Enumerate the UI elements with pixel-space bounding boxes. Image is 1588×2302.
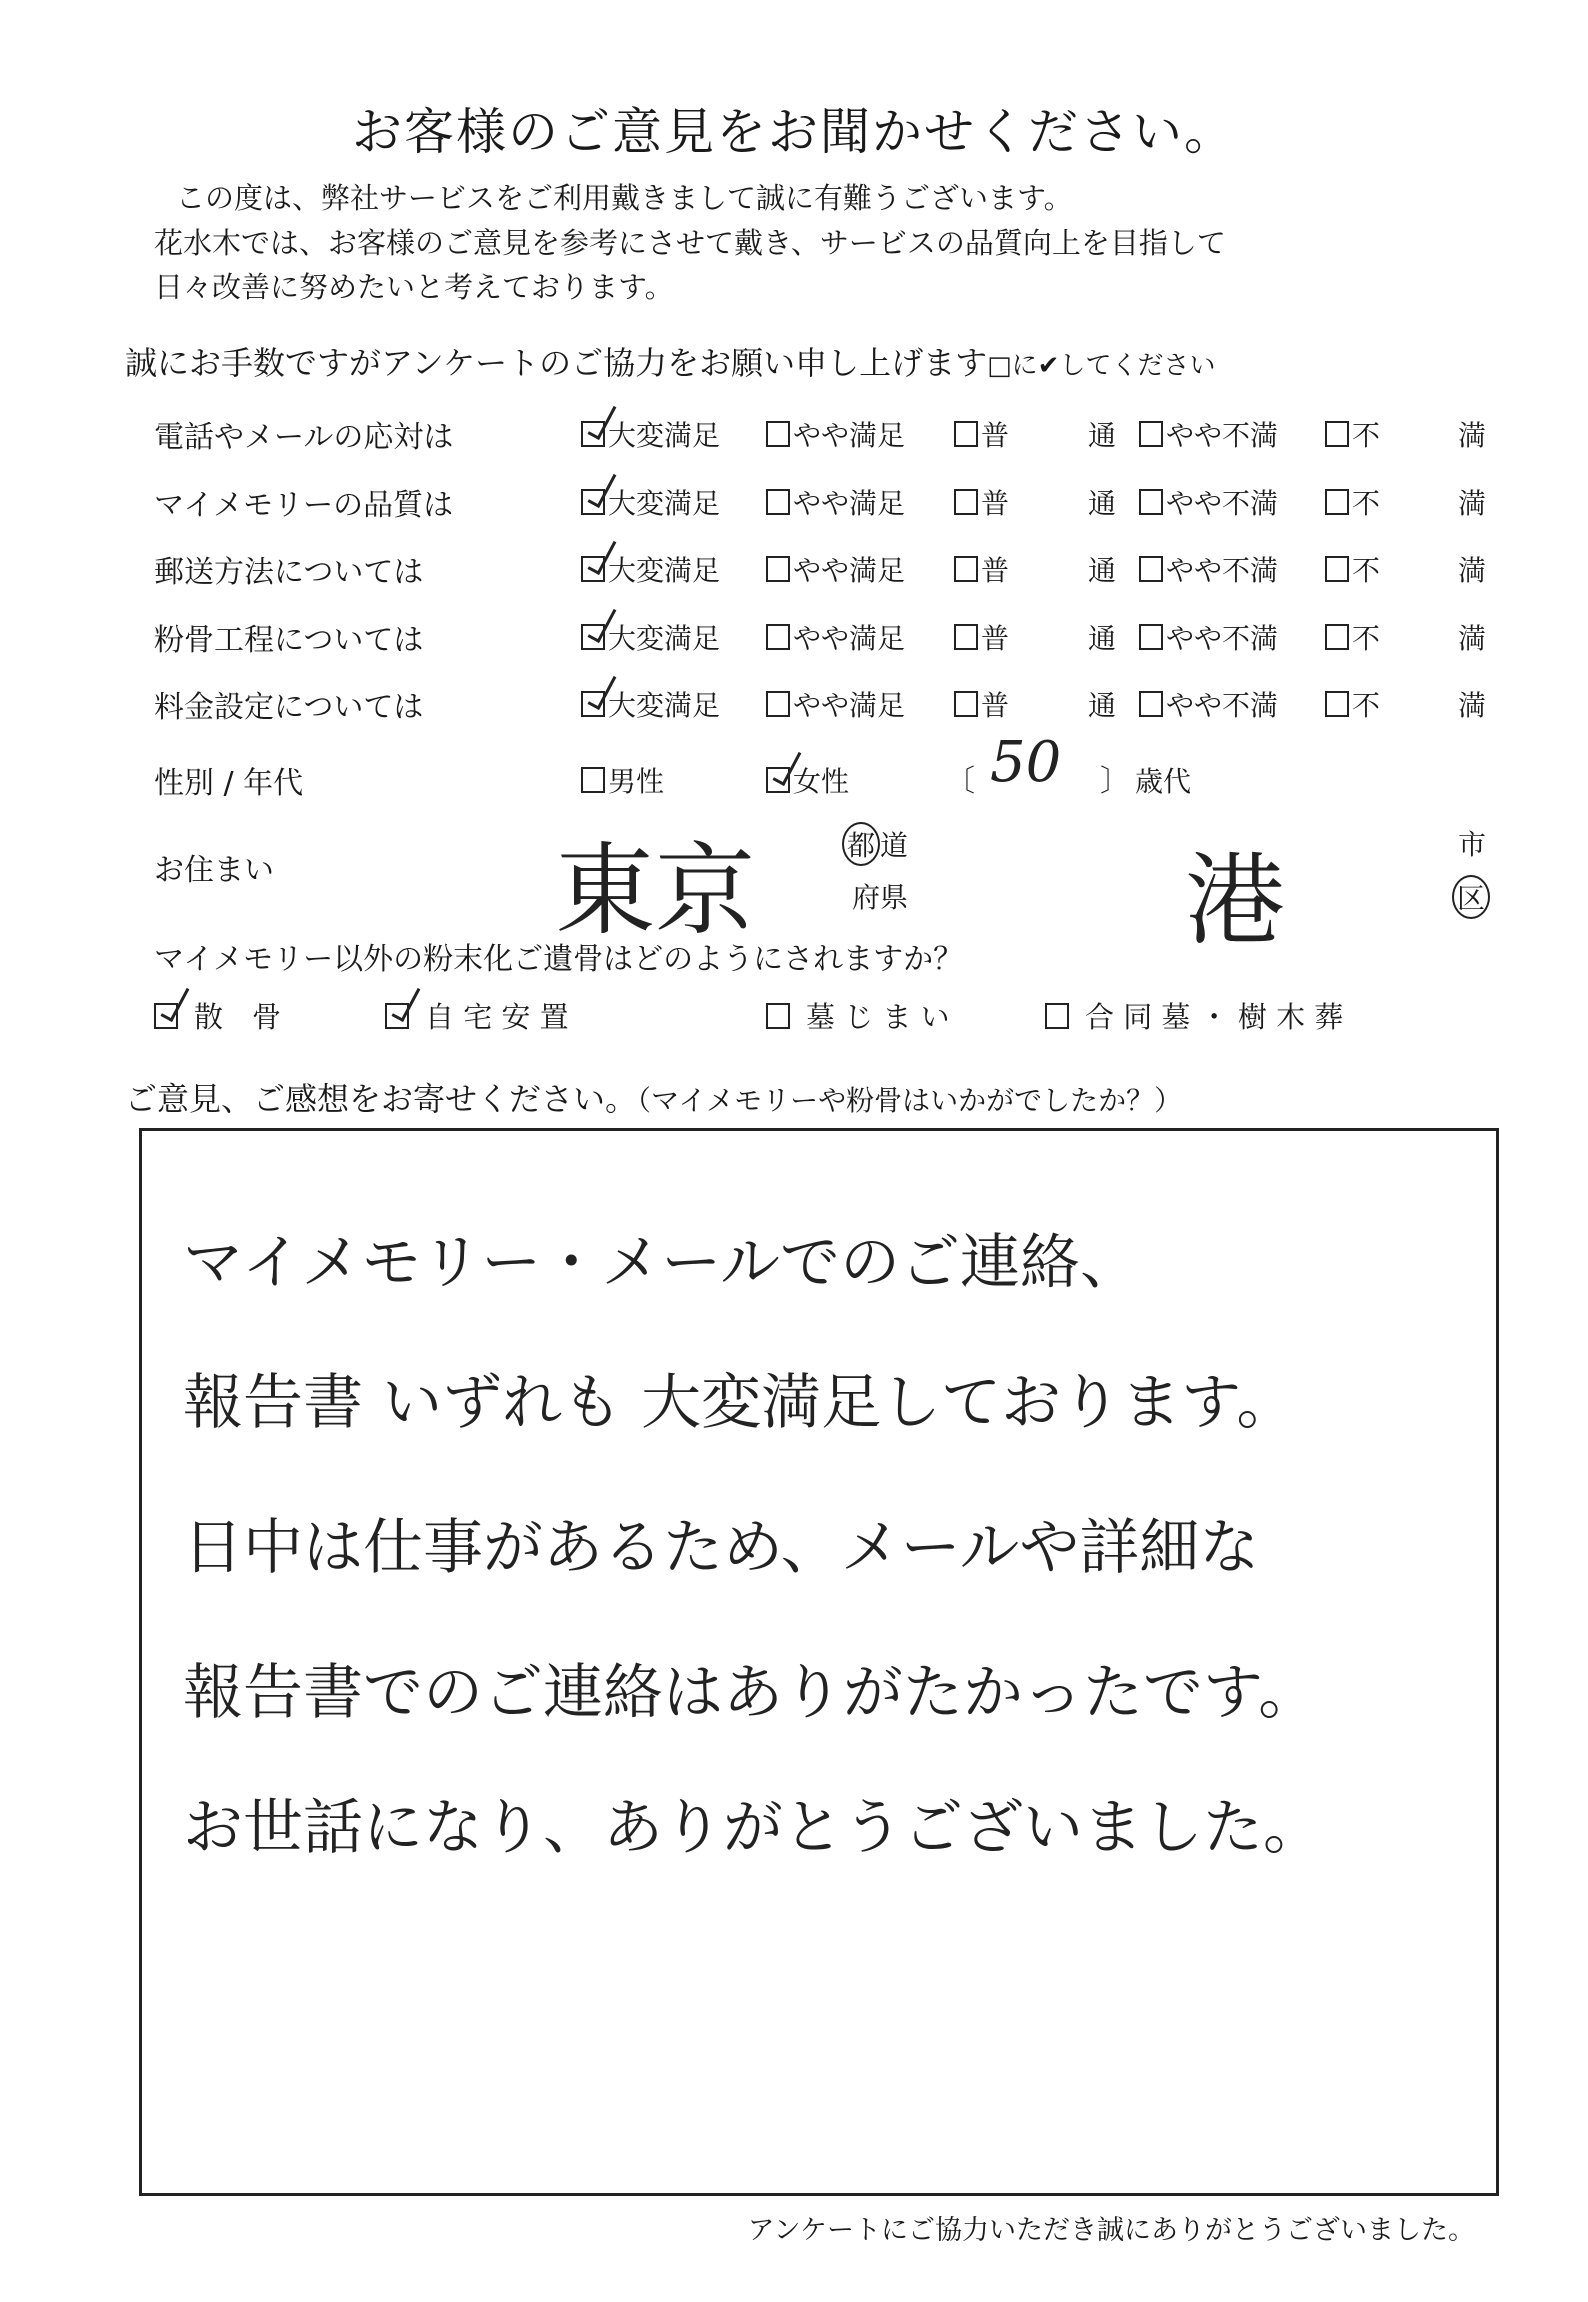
rating-option[interactable] — [1139, 482, 1278, 522]
rating-checkbox[interactable] — [1139, 421, 1163, 447]
bracket-open: 〔 — [945, 764, 975, 799]
comment-line: お世話になり、ありがとうございました。 — [183, 1793, 1323, 1863]
rating-option[interactable] — [954, 482, 1009, 522]
rating-checkbox[interactable] — [766, 691, 790, 717]
rating-label: 料金設定については — [154, 690, 424, 725]
instruction-note: □に✔してください — [987, 351, 1216, 381]
rating-checkbox[interactable] — [581, 489, 605, 515]
rating-option-label: 通 — [1088, 419, 1117, 452]
gender-age-label: 性別 / 年代 — [154, 766, 304, 801]
gender-female-option[interactable] — [766, 760, 849, 800]
rating-option[interactable] — [1139, 549, 1278, 589]
comments-heading: ご意見、ご感想をお寄せください。 — [125, 1080, 638, 1118]
rating-checkbox[interactable] — [581, 421, 605, 447]
rating-option[interactable] — [581, 482, 720, 522]
rating-option-label: やや不満 — [1166, 621, 1279, 655]
rating-checkbox[interactable] — [1325, 489, 1349, 515]
rating-option[interactable] — [954, 414, 1009, 454]
rating-option-label: 大変満足 — [608, 689, 721, 722]
male-checkbox[interactable] — [581, 767, 605, 793]
disposal-option[interactable] — [154, 995, 281, 1036]
disposal-option[interactable] — [385, 995, 569, 1036]
pref-do: 道 — [880, 829, 909, 862]
rating-option — [1088, 617, 1116, 657]
rating-checkbox[interactable] — [954, 421, 978, 447]
intro-line-3: 日々改善に努めたいと考えております。 — [154, 270, 674, 304]
rating-option[interactable] — [1325, 549, 1380, 589]
rating-option-label: 満 — [1458, 621, 1487, 655]
rating-option-label: やや不満 — [1166, 419, 1279, 452]
comment-line: 日中は仕事があるため、メールや詳細な — [183, 1513, 1260, 1583]
rating-option[interactable] — [1325, 684, 1380, 724]
rating-option-label: 不 — [1352, 486, 1381, 520]
prefecture-value[interactable]: 東京 — [555, 832, 755, 949]
rating-checkbox[interactable] — [1325, 691, 1349, 717]
rating-option[interactable] — [581, 549, 720, 589]
rating-option-label: 不 — [1352, 419, 1381, 452]
rating-checkbox[interactable] — [1139, 556, 1163, 582]
rating-option-label: 満 — [1458, 554, 1487, 587]
rating-option[interactable] — [766, 617, 905, 657]
rating-label: マイメモリーの品質は — [154, 487, 454, 523]
rating-option — [1458, 684, 1486, 724]
form-title: お客様のご意見をお聞かせください。 — [352, 103, 1236, 161]
rating-option-label: やや満足 — [793, 486, 906, 520]
bracket-close: 〕 — [1100, 764, 1130, 799]
age-value[interactable]: 50 — [990, 730, 1062, 795]
rating-option-label: やや満足 — [793, 689, 906, 722]
address-label: お住まい — [154, 853, 274, 888]
instruction-text: 誠にお手数ですがアンケートのご協力をお願い申し上げます — [125, 344, 988, 382]
rating-option-label: 満 — [1458, 419, 1487, 452]
intro-line-2: 花水木では、お客様のご意見を参考にさせて戴き、サービスの品質向上を目指して — [154, 226, 1226, 260]
rating-checkbox[interactable] — [1139, 624, 1163, 650]
disposal-label: 墓 じ ま い — [806, 1000, 950, 1034]
comment-line: 報告書でのご連絡はありがたかったです。 — [183, 1658, 1319, 1728]
rating-checkbox[interactable] — [954, 691, 978, 717]
rating-option[interactable] — [1139, 684, 1278, 724]
rating-option-label: やや不満 — [1166, 689, 1279, 722]
rating-option[interactable] — [954, 549, 1009, 589]
rating-checkbox[interactable] — [581, 691, 605, 717]
rating-option — [1458, 549, 1486, 589]
rating-option-label: 満 — [1458, 689, 1487, 722]
rating-option-label: 普 — [981, 621, 1010, 655]
city-value[interactable]: 港 — [1185, 842, 1285, 959]
rating-option — [1088, 684, 1116, 724]
rating-option-label: 不 — [1352, 689, 1381, 722]
rating-option-label: 大変満足 — [608, 621, 721, 655]
rating-option[interactable] — [581, 617, 720, 657]
pref-to-do — [842, 822, 908, 866]
female-label: 女性 — [793, 765, 850, 798]
rating-checkbox[interactable] — [766, 489, 790, 515]
rating-checkbox[interactable] — [954, 489, 978, 515]
instruction — [125, 338, 1215, 384]
rating-checkbox[interactable] — [766, 421, 790, 447]
disposal-question: マイメモリー以外の粉末化ご遺骨はどのようにされますか？ — [154, 942, 964, 977]
gender-male-option[interactable] — [581, 760, 664, 800]
rating-option[interactable] — [1139, 617, 1278, 657]
comment-line: 報告書 いずれも 大変満足しております。 — [183, 1368, 1297, 1438]
rating-checkbox[interactable] — [954, 624, 978, 650]
rating-option — [1088, 482, 1116, 522]
disposal-checkbox[interactable] — [385, 1003, 409, 1029]
rating-option-label: やや満足 — [793, 554, 906, 587]
disposal-option[interactable] — [1045, 995, 1343, 1036]
rating-label: 郵送方法については — [154, 555, 424, 590]
rating-option-label: 普 — [981, 419, 1010, 452]
rating-checkbox[interactable] — [954, 556, 978, 582]
rating-option — [1458, 482, 1486, 522]
rating-option-label: 満 — [1458, 486, 1487, 520]
rating-label: 粉骨工程については — [154, 622, 424, 658]
disposal-label: 合 同 墓 ・ 樹 木 葬 — [1085, 1000, 1344, 1034]
rating-checkbox[interactable] — [581, 556, 605, 582]
footer-thanks: アンケートにご協力いただき誠にありがとうございました。 — [747, 2215, 1475, 2246]
rating-option[interactable] — [954, 684, 1009, 724]
rating-option[interactable] — [1325, 482, 1380, 522]
comment-line: マイメモリー・メールでのご連絡、 — [183, 1228, 1140, 1298]
male-label: 男性 — [608, 765, 665, 798]
rating-option — [1458, 617, 1486, 657]
rating-option-label: やや満足 — [793, 419, 906, 452]
rating-option-label: やや不満 — [1166, 554, 1279, 587]
rating-option-label: 通 — [1088, 621, 1117, 655]
rating-option[interactable] — [766, 684, 905, 724]
female-checkbox[interactable] — [766, 767, 790, 793]
rating-option[interactable] — [766, 414, 905, 454]
rating-option — [1458, 414, 1486, 454]
pref-to-circled: 都 — [842, 822, 880, 866]
disposal-label: 自 宅 安 置 — [425, 1000, 569, 1034]
rating-checkbox[interactable] — [1325, 556, 1349, 582]
city-ku-circled: 区 — [1452, 875, 1490, 919]
rating-option — [1088, 414, 1116, 454]
rating-option[interactable] — [766, 482, 905, 522]
disposal-label: 散 骨 — [194, 1000, 282, 1034]
rating-checkbox[interactable] — [766, 556, 790, 582]
disposal-checkbox[interactable] — [154, 1003, 178, 1029]
rating-option-label: 大変満足 — [608, 419, 721, 452]
intro-line-1: この度は、弊社サービスをご利用戴きまして誠に有難うございます。 — [176, 181, 1073, 215]
city-shi: 市 — [1458, 828, 1487, 861]
rating-option[interactable] — [1325, 617, 1380, 657]
rating-checkbox[interactable] — [1325, 421, 1349, 447]
pref-fu-ken: 府県 — [852, 881, 909, 914]
rating-option[interactable] — [954, 617, 1009, 657]
rating-option[interactable] — [581, 414, 720, 454]
rating-option-label: 大変満足 — [608, 486, 721, 520]
rating-label: 電話やメールの応対は — [154, 420, 454, 455]
rating-option — [1088, 549, 1116, 589]
comments-heading-row — [125, 1074, 1182, 1120]
rating-checkbox[interactable] — [1325, 624, 1349, 650]
rating-option-label: 不 — [1352, 621, 1381, 655]
age-suffix: 歳代 — [1135, 765, 1192, 798]
disposal-option[interactable] — [766, 995, 950, 1036]
rating-option-label: 通 — [1088, 554, 1117, 587]
rating-checkbox[interactable] — [766, 624, 790, 650]
rating-checkbox[interactable] — [1139, 691, 1163, 717]
rating-option-label: 通 — [1088, 689, 1117, 722]
rating-option-label: やや不満 — [1166, 486, 1279, 520]
rating-option-label: 通 — [1088, 486, 1117, 520]
disposal-checkbox[interactable] — [1045, 1003, 1069, 1029]
rating-checkbox[interactable] — [1139, 489, 1163, 515]
rating-option-label: 大変満足 — [608, 554, 721, 587]
rating-option[interactable] — [1325, 414, 1380, 454]
rating-option[interactable] — [766, 549, 905, 589]
rating-option-label: 普 — [981, 486, 1010, 520]
rating-option-label: 普 — [981, 689, 1010, 722]
rating-option-label: やや満足 — [793, 621, 906, 655]
rating-option[interactable] — [581, 684, 720, 724]
comments-hint: （マイメモリーや粉骨はいかがでしたか？） — [637, 1084, 1183, 1117]
rating-option-label: 普 — [981, 554, 1010, 587]
rating-option[interactable] — [1139, 414, 1278, 454]
rating-option-label: 不 — [1352, 554, 1381, 587]
disposal-checkbox[interactable] — [766, 1003, 790, 1029]
rating-checkbox[interactable] — [581, 624, 605, 650]
